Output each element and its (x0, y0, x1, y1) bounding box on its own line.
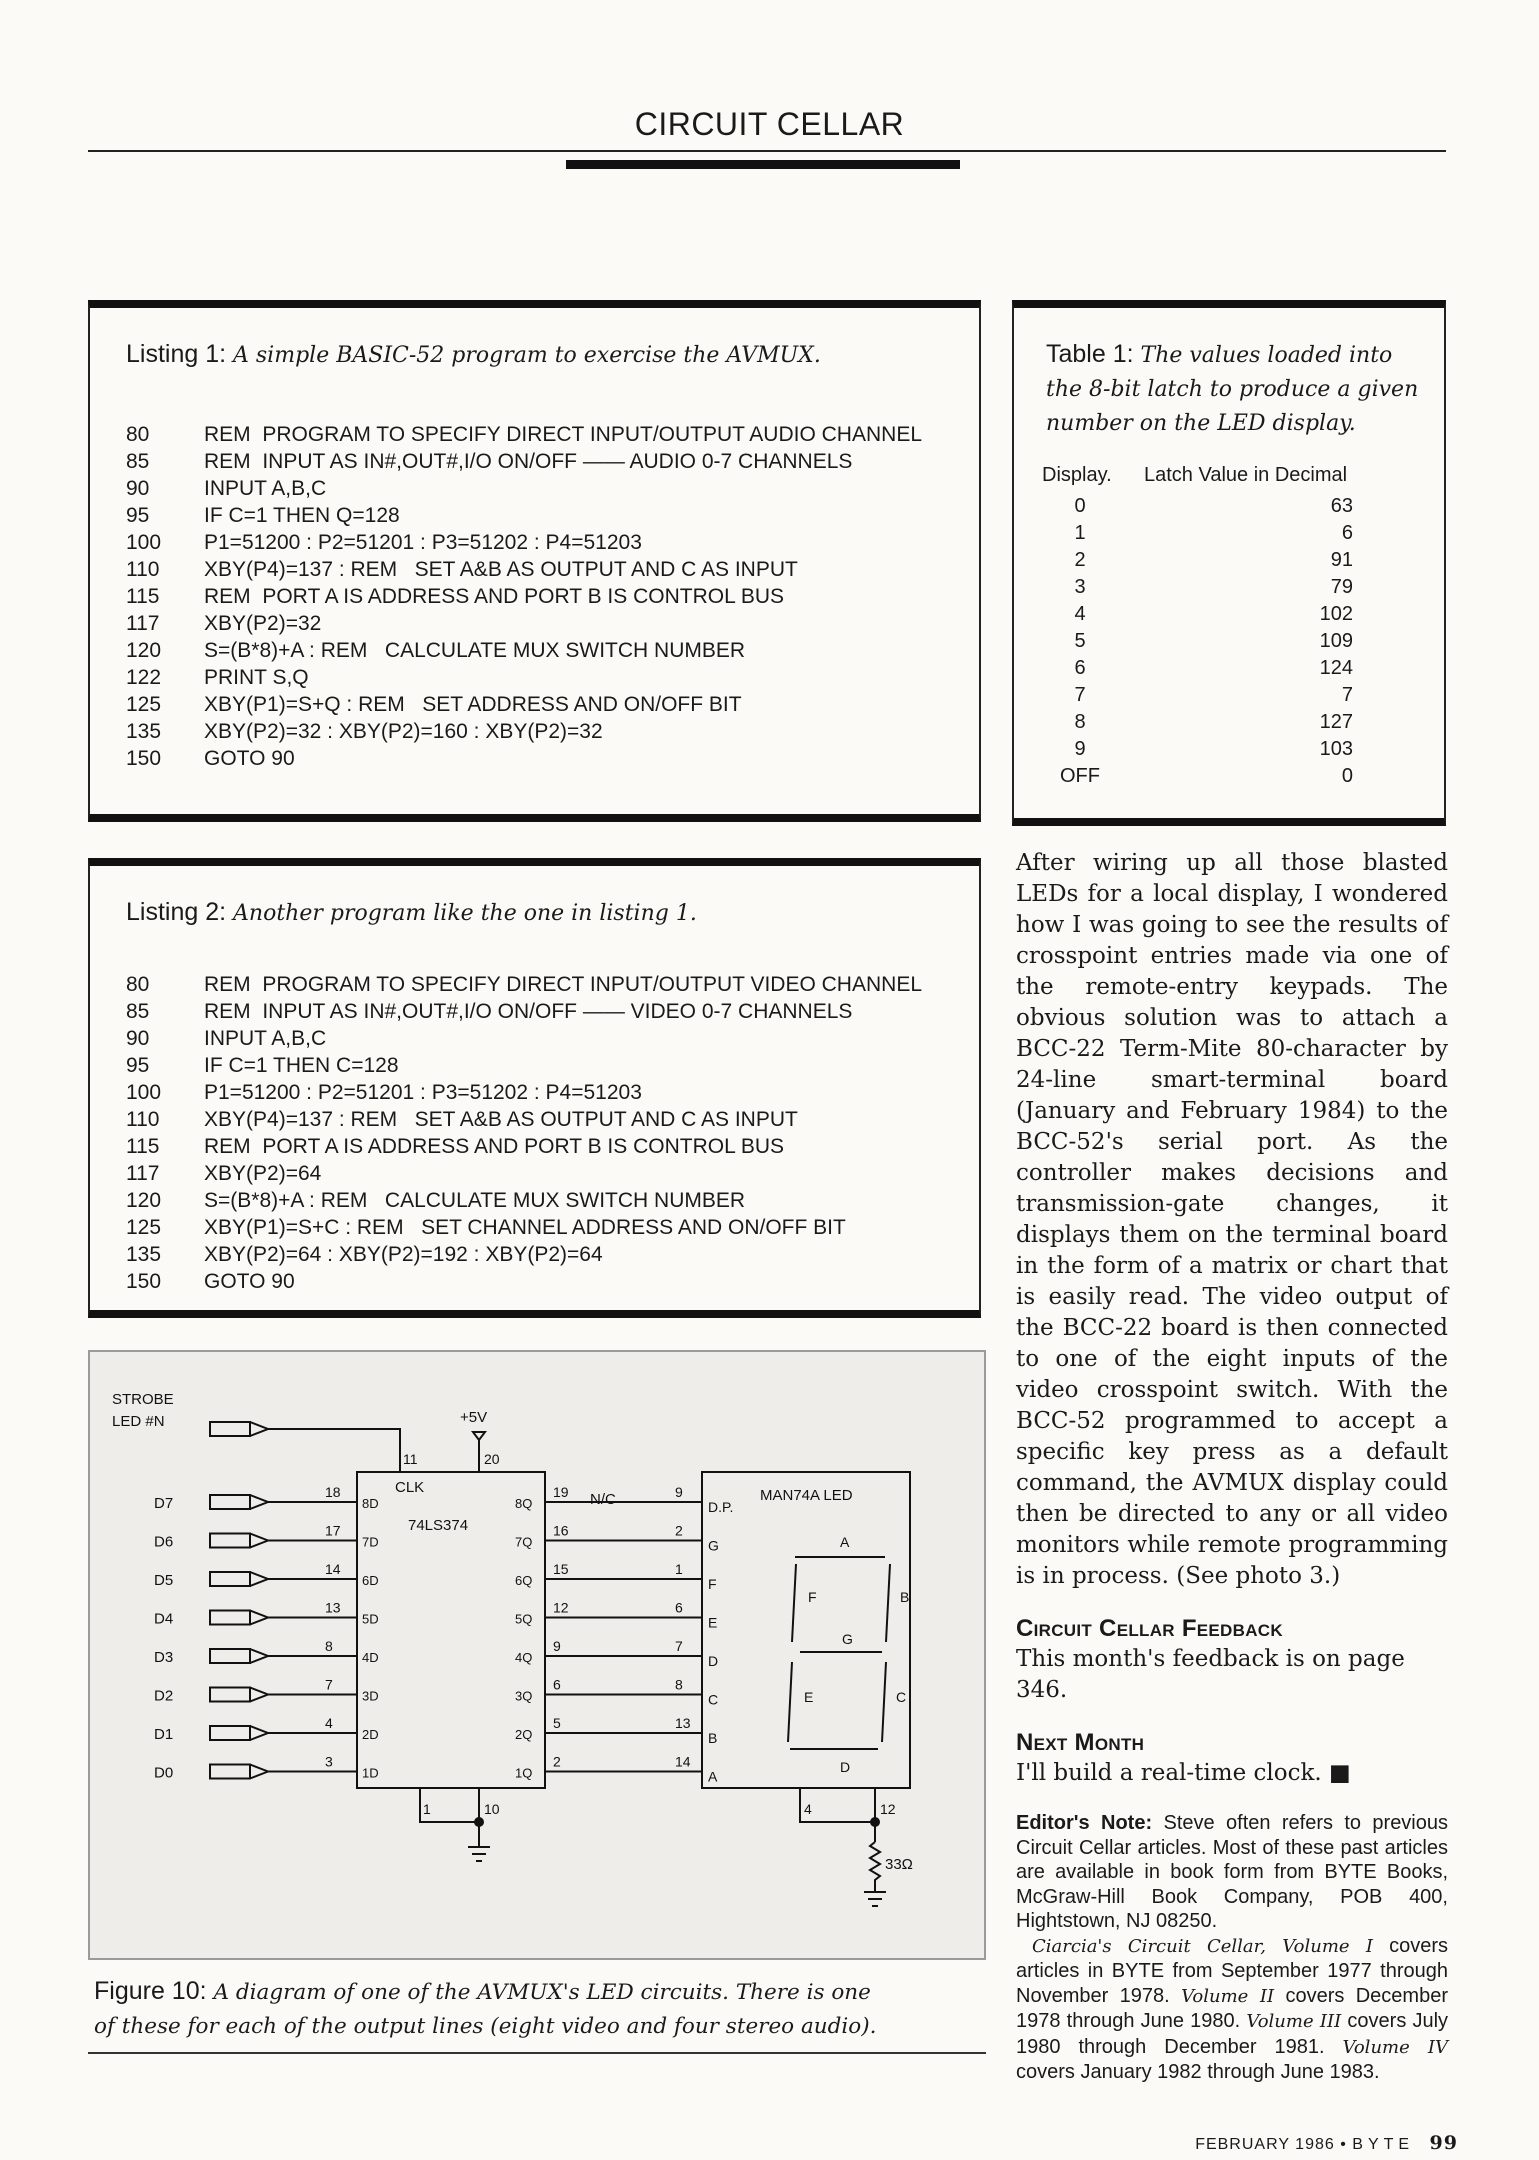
latch-value: 127 (1319, 711, 1353, 733)
display-value: 6 (1074, 657, 1086, 679)
latch-value: 109 (1319, 630, 1353, 652)
table-1-data (1042, 462, 1353, 790)
line-code: XBY(P2)=64 (204, 1162, 322, 1185)
code-line (126, 448, 946, 475)
code-line (126, 637, 946, 664)
segment-b (886, 1564, 890, 1642)
latch-value: 124 (1319, 657, 1353, 679)
table-row (1042, 736, 1353, 763)
table-1-rows (1042, 493, 1353, 790)
listing-2-caption (126, 896, 697, 930)
table-1-col-latch: Latch Value in Decimal (1144, 464, 1348, 486)
listing-1-label: Listing 1: (126, 340, 227, 368)
volume-2-title: Volume II (1181, 1985, 1275, 2007)
pin-10-label: 10 (484, 1801, 500, 1817)
d-label: 6D (362, 1573, 379, 1588)
line-number: 120 (126, 1189, 162, 1212)
code-line (126, 583, 946, 610)
output-pin-number: 6 (553, 1676, 561, 1693)
listing-1-code (126, 421, 946, 772)
output-pin-number: 5 (553, 1715, 561, 1731)
output-pin-number: 15 (553, 1561, 569, 1577)
output-pin-number: 9 (553, 1638, 561, 1654)
line-code: REM INPUT AS IN#,OUT#,I/O ON/OFF —— VIDEO 0-7 CHANNELS (204, 1000, 853, 1023)
line-number: 110 (126, 1108, 160, 1131)
input-pin-number: 4 (325, 1715, 333, 1731)
output-pin-number: 12 (553, 1599, 569, 1616)
display-value: OFF (1060, 765, 1100, 787)
listing-1-caption (126, 338, 821, 372)
input-label: D5 (154, 1572, 174, 1589)
code-line (126, 971, 946, 998)
running-head: CIRCUIT CELLAR (634, 106, 905, 142)
display-value: 0 (1074, 495, 1086, 517)
segment-pin-label: D (708, 1653, 719, 1669)
line-number: 90 (126, 477, 150, 500)
listing-1-caption-text: A simple BASIC-52 program to exercise the AVMUX. (233, 343, 821, 368)
d-label: 5D (362, 1611, 379, 1627)
line-code: IF C=1 THEN Q=128 (204, 504, 400, 527)
volume-2-text: covers December 1978 through June 1980. (1016, 1984, 1448, 2032)
display-value: 3 (1074, 576, 1086, 598)
d-label: 7D (362, 1534, 379, 1550)
line-code: INPUT A,B,C (204, 477, 327, 500)
listing-2-box (88, 858, 981, 1318)
code-line (126, 556, 946, 583)
figure-10-caption (94, 1975, 894, 2043)
line-number: 150 (126, 1270, 162, 1293)
table-row (1042, 547, 1353, 574)
display-value: 8 (1074, 711, 1086, 733)
editors-note-p2 (1016, 1934, 1448, 2085)
code-line (126, 1241, 946, 1268)
volume-3-title: Volume III (1246, 2011, 1342, 2032)
line-code: XBY(P2)=32 (204, 612, 322, 635)
code-line (126, 502, 946, 529)
line-number: 120 (126, 639, 162, 662)
line-number: 122 (126, 666, 162, 689)
code-line (126, 745, 946, 772)
table-1-caption (1046, 338, 1426, 440)
code-line (126, 718, 946, 745)
body-column (1016, 848, 1448, 2085)
figure-10-diagram (88, 1350, 986, 1960)
led-chip-outline (702, 1472, 910, 1788)
display-value: 4 (1074, 603, 1086, 625)
line-code: REM PORT A IS ADDRESS AND PORT B IS CONTROL BUS (204, 585, 784, 608)
latch-value: 102 (1319, 603, 1353, 625)
feedback-text: This month's feedback is on page 346. (1016, 1646, 1405, 1703)
strobe-label: STROBE (112, 1391, 174, 1408)
table-row (1042, 628, 1353, 655)
table-1-box (1012, 300, 1446, 826)
table-row (1042, 655, 1353, 682)
line-code: REM PROGRAM TO SPECIFY DIRECT INPUT/OUTPUT VIDEO CHANNEL (204, 973, 922, 996)
display-value: 7 (1074, 684, 1086, 706)
line-code: PRINT S,Q (204, 666, 309, 689)
led-pin-number: 8 (675, 1676, 683, 1693)
input-label: D3 (154, 1649, 174, 1666)
led-chip-label: MAN74A LED (760, 1487, 853, 1504)
strobe-buffer (210, 1422, 268, 1436)
next-month-heading: Next Month (1016, 1729, 1145, 1756)
input-pin-number: 3 (325, 1753, 333, 1770)
line-code: XBY(P2)=64 : XBY(P2)=192 : XBY(P2)=64 (204, 1243, 603, 1266)
led-pin-number: 9 (675, 1484, 683, 1500)
display-value: 1 (1074, 522, 1086, 544)
volume-1-title: Ciarcia's Circuit Cellar, Volume I (1032, 1935, 1373, 1957)
line-code: IF C=1 THEN C=128 (204, 1054, 399, 1077)
segment-letter: E (804, 1689, 814, 1705)
next-month-text: I'll build a real-time clock. ■ (1016, 1760, 1351, 1786)
header-rule (88, 150, 1446, 152)
page-number: 99 (1429, 2132, 1458, 2154)
pin-12-label: 12 (880, 1801, 896, 1817)
display-value: 5 (1074, 630, 1086, 652)
input-label: D2 (154, 1687, 174, 1705)
header-bar (566, 160, 960, 169)
segment-letter: C (896, 1689, 907, 1705)
line-code: XBY(P4)=137 : REM SET A&B AS OUTPUT AND C AS INPUT (204, 1108, 798, 1131)
line-code: XBY(P4)=137 : REM SET A&B AS OUTPUT AND C AS INPUT (204, 558, 798, 581)
input-buffer (210, 1611, 268, 1625)
line-code: XBY(P1)=S+Q : REM SET ADDRESS AND ON/OFF BIT (204, 693, 742, 716)
table-row (1042, 709, 1353, 736)
editors-note-label: Editor's Note: (1016, 1812, 1153, 1834)
latch-value: 7 (1341, 684, 1353, 706)
segment-letter: B (900, 1589, 910, 1605)
feedback-heading: Circuit Cellar Feedback (1016, 1615, 1283, 1642)
editors-note-text: Steve often refers to previous Circuit Cellar articles. Most of these past articles are available in book form from BYTE Books, McGraw-Hill Book Company, POB 400, Hightstown, NJ 08250. (1016, 1812, 1448, 1932)
input-label: D0 (154, 1764, 174, 1782)
led-pin-number: 1 (675, 1561, 683, 1577)
segment-letter: G (842, 1631, 853, 1647)
table-row (1042, 520, 1353, 547)
table-row (1042, 601, 1353, 628)
line-number: 115 (126, 1135, 160, 1158)
line-number: 125 (126, 1216, 162, 1239)
code-line (126, 1214, 946, 1241)
segment-letter: F (808, 1589, 817, 1605)
vcc-label: +5V (460, 1409, 488, 1426)
code-line (126, 664, 946, 691)
latch-value: 6 (1341, 522, 1353, 544)
clk-label: CLK (395, 1479, 425, 1496)
table-row (1042, 574, 1353, 601)
segment-c (882, 1662, 886, 1742)
code-line (126, 421, 946, 448)
input-pin-number: 17 (325, 1522, 341, 1539)
line-number: 100 (126, 531, 162, 554)
input-pin-number: 14 (325, 1561, 341, 1577)
line-code: XBY(P1)=S+C : REM SET CHANNEL ADDRESS AND ON/OFF BIT (204, 1216, 846, 1239)
line-code: GOTO 90 (204, 1270, 295, 1293)
figure-10-caption-text: A diagram of one of the AVMUX's LED circuits. There is one of these for each of the output lines (eight video and four stereo audio). (94, 1980, 877, 2039)
listing-2-label: Listing 2: (126, 898, 227, 926)
line-number: 117 (126, 1162, 160, 1185)
line-number: 100 (126, 1081, 162, 1104)
segment-pin-label: B (708, 1730, 718, 1746)
q-label: 6Q (515, 1573, 533, 1588)
volume-4-title: Volume IV (1342, 2036, 1448, 2058)
circuit-schematic (90, 1352, 984, 1958)
output-pin-number: 16 (553, 1522, 569, 1539)
output-pin-number: 19 (553, 1484, 569, 1500)
code-line (126, 1052, 946, 1079)
input-buffer (210, 1688, 268, 1702)
q-label: 2Q (515, 1727, 533, 1742)
line-code: S=(B*8)+A : REM CALCULATE MUX SWITCH NUMBER (204, 639, 746, 662)
segment-f (792, 1564, 796, 1642)
pin-11-label: 11 (403, 1451, 418, 1467)
input-pin-number: 7 (325, 1676, 333, 1693)
listing-2-code (126, 971, 946, 1295)
input-buffer (210, 1534, 268, 1548)
latch-value: 0 (1341, 765, 1353, 787)
schematic-pins (154, 1484, 909, 1785)
body-paragraph: After wiring up all those blasted LEDs for a local display, I wondered how I was going to see the results of crosspoint entries made via one of the remote-entry keypads. The obvious solution was to attach a BCC-22 Term-Mite 80-character by 24-line smart-terminal board (January and February 1984) to the BCC-52's serial port. As the controller makes decisions and transmission-gate changes, it displays them on the terminal board in the form of a matrix or chart that is easily read. The video output of the BCC-22 board is then connected to one of the eight inputs of the video crosspoint switch. With the BCC-52 programmed to accept a specific key press as a default command, the AVMUX display could then be directed to any or all video monitors while remote programming is in process. (See photo 3.) (1016, 850, 1448, 1589)
display-value: 9 (1074, 738, 1086, 760)
line-code: P1=51200 : P2=51201 : P3=51202 : P4=51203 (204, 1081, 642, 1104)
table-1-caption-text: The values loaded into the 8-bit latch to produce a given number on the LED display. (1046, 343, 1419, 436)
line-code: S=(B*8)+A : REM CALCULATE MUX SWITCH NUMBER (204, 1189, 746, 1212)
line-number: 85 (126, 1000, 150, 1023)
line-code: INPUT A,B,C (204, 1027, 327, 1050)
line-number: 95 (126, 1054, 150, 1077)
led-pin-number: 2 (675, 1522, 683, 1539)
d-label: 8D (362, 1496, 379, 1511)
line-number: 90 (126, 1027, 150, 1050)
input-buffer (210, 1726, 268, 1740)
output-pin-number: 2 (553, 1753, 561, 1770)
input-buffer (210, 1649, 268, 1663)
input-label: D4 (154, 1610, 174, 1628)
d-label: 4D (362, 1650, 379, 1665)
line-code: XBY(P2)=32 : XBY(P2)=160 : XBY(P2)=32 (204, 720, 603, 743)
figure-rule (88, 2052, 986, 2054)
footer-magazine: BYTE (1352, 2136, 1415, 2153)
line-code: REM PROGRAM TO SPECIFY DIRECT INPUT/OUTPUT AUDIO CHANNEL (204, 423, 922, 446)
code-line (126, 1160, 946, 1187)
line-number: 115 (126, 585, 160, 608)
segment-pin-label: E (708, 1614, 718, 1631)
input-pin-number: 13 (325, 1599, 341, 1616)
segment-pin-label: A (708, 1768, 718, 1785)
line-number: 85 (126, 450, 150, 473)
resistor-label: 33Ω (885, 1856, 913, 1873)
volume-1-text: covers articles in BYTE from September 1977 through November 1978. (1016, 1934, 1449, 2007)
line-number: 95 (126, 504, 150, 527)
figure-10-label: Figure 10: (94, 1977, 207, 2005)
table-1-col-display: Display. (1042, 464, 1112, 486)
editors-note-p1 (1016, 1811, 1448, 1934)
q-label: 1Q (515, 1765, 533, 1781)
line-number: 125 (126, 693, 162, 716)
table-1-header (1042, 462, 1353, 489)
d-label: 2D (362, 1727, 379, 1742)
code-line (126, 691, 946, 718)
listing-2-caption-text: Another program like the one in listing 1. (233, 901, 697, 926)
code-line (126, 1187, 946, 1214)
code-line (126, 1025, 946, 1052)
line-number: 135 (126, 720, 162, 743)
table-row (1042, 763, 1353, 790)
led-pin-number: 14 (675, 1753, 691, 1770)
line-number: 80 (126, 423, 150, 446)
latch-value: 63 (1330, 495, 1353, 517)
led-pin-number: 6 (675, 1599, 683, 1616)
volume-3-text: covers July 1980 through December 1981. (1016, 2010, 1449, 2058)
pin-20-label: 20 (484, 1451, 500, 1467)
page-footer (1000, 2132, 1458, 2154)
line-code: GOTO 90 (204, 747, 295, 770)
code-line (126, 610, 946, 637)
input-label: D1 (154, 1726, 174, 1743)
volume-4-text: covers January 1982 through June 1983. (1016, 2061, 1380, 2083)
segment-letter: D (840, 1759, 851, 1775)
table-row (1042, 493, 1353, 520)
code-line (126, 1133, 946, 1160)
line-number: 80 (126, 973, 150, 996)
line-number: 110 (126, 558, 160, 581)
d-label: 3D (362, 1688, 379, 1704)
listing-1-box (88, 300, 981, 822)
line-number: 135 (126, 1243, 162, 1266)
line-code: REM INPUT AS IN#,OUT#,I/O ON/OFF —— AUDIO 0-7 CHANNELS (204, 450, 853, 473)
line-number: 150 (126, 747, 162, 770)
code-line (126, 475, 946, 502)
segment-pin-label: C (708, 1691, 719, 1708)
latch-chip-label: 74LS374 (408, 1517, 469, 1534)
segment-pin-label: G (708, 1537, 719, 1554)
input-buffer (210, 1572, 268, 1586)
input-label: D7 (154, 1495, 174, 1512)
line-code: REM PORT A IS ADDRESS AND PORT B IS CONTROL BUS (204, 1135, 784, 1158)
segment-pin-label: F (708, 1576, 717, 1592)
led-pin-number: 13 (675, 1715, 691, 1731)
led-n-label: LED #N (112, 1413, 165, 1430)
input-buffer (210, 1495, 268, 1509)
line-number: 117 (126, 612, 160, 635)
editors-note (1016, 1811, 1448, 2085)
input-pin-number: 18 (325, 1484, 341, 1500)
latch-value: 79 (1330, 576, 1353, 598)
led-pin-number: 7 (675, 1638, 683, 1654)
code-line (126, 529, 946, 556)
input-label: D6 (154, 1533, 174, 1551)
line-code: P1=51200 : P2=51201 : P3=51202 : P4=51203 (204, 531, 642, 554)
q-label: 4Q (515, 1650, 533, 1665)
q-label: 7Q (515, 1534, 533, 1550)
code-line (126, 1106, 946, 1133)
code-line (126, 1268, 946, 1295)
footer-separator: • (1340, 2136, 1347, 2153)
pin-4-label: 4 (804, 1801, 812, 1817)
q-label: 3Q (515, 1688, 533, 1704)
latch-value: 103 (1319, 738, 1353, 760)
display-value: 2 (1074, 549, 1086, 571)
input-pin-number: 8 (325, 1638, 333, 1654)
input-buffer (210, 1765, 268, 1779)
table-1-label: Table 1: (1046, 340, 1134, 368)
pin-1-label: 1 (423, 1801, 431, 1817)
nc-label: N/C (590, 1491, 616, 1508)
q-label: 5Q (515, 1611, 533, 1627)
segment-letter: A (840, 1534, 850, 1550)
code-line (126, 1079, 946, 1106)
code-line (126, 998, 946, 1025)
q-label: 8Q (515, 1496, 533, 1511)
d-label: 1D (362, 1765, 379, 1781)
footer-date: FEBRUARY 1986 (1195, 2136, 1335, 2153)
latch-value: 91 (1330, 549, 1353, 571)
segment-e (788, 1662, 792, 1742)
table-row (1042, 682, 1353, 709)
segment-pin-label: D.P. (708, 1499, 734, 1515)
